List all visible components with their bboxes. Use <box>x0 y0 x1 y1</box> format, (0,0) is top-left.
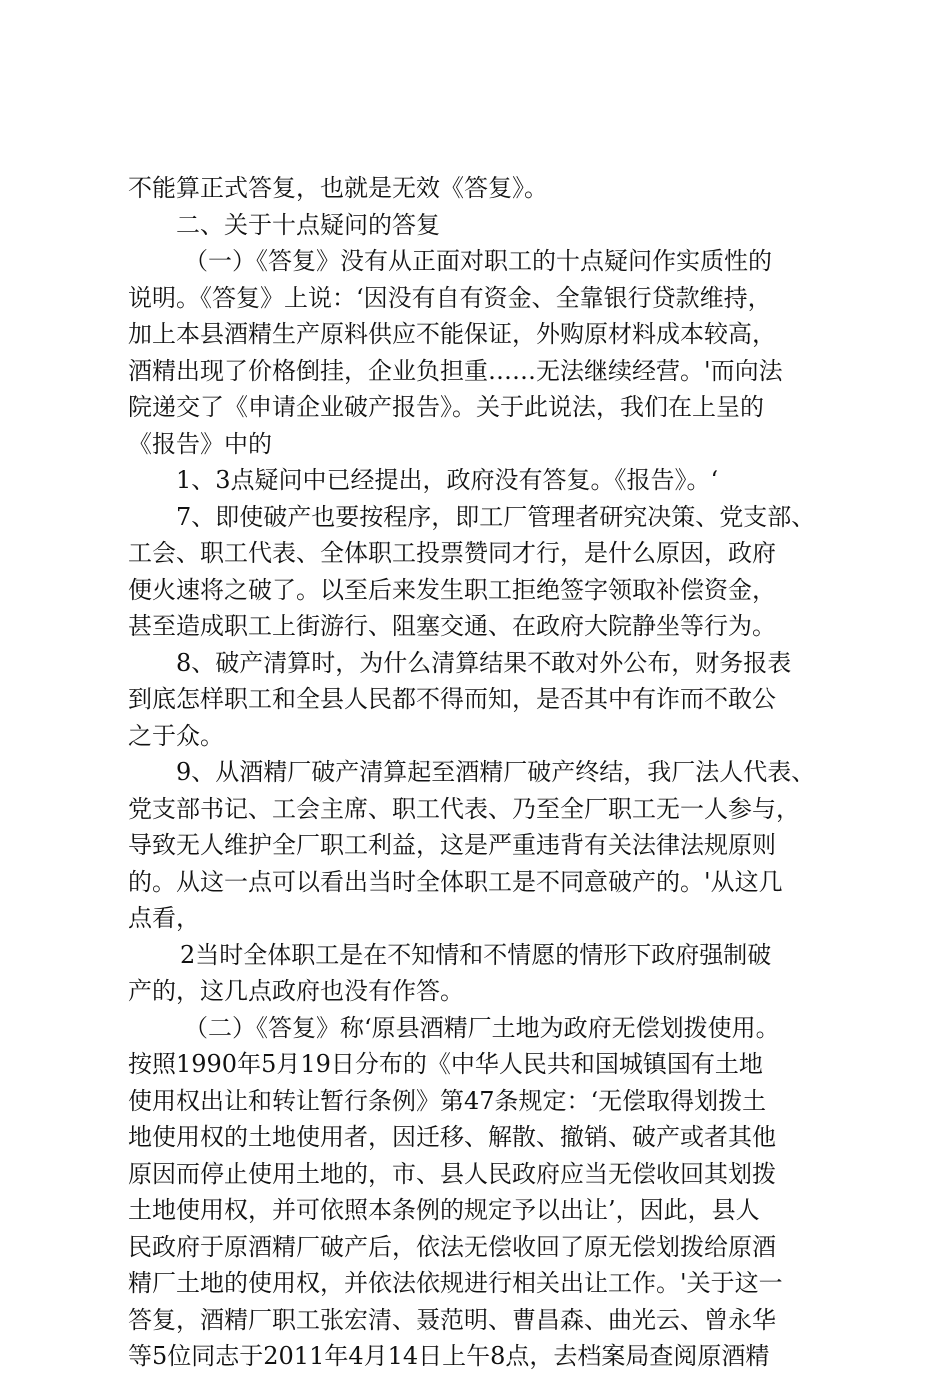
text-line: 的。从这一点可以看出当时全体职工是不同意破产的。'从这几 <box>128 867 783 896</box>
document-body <box>128 170 828 1375</box>
text-line: 点看， <box>128 904 200 932</box>
text-line: （二）《答复》称‘原县酒精厂土地为政府无偿划拨使用。 <box>184 1013 780 1042</box>
text-line: 2当时全体职工是在不知情和不情愿的情形下政府强制破 <box>180 940 772 969</box>
text-line: 到底怎样职工和全县人民都不得而知，是否其中有诈而不敢公 <box>128 685 776 713</box>
text-line: 院递交了《申请企业破产报告》。关于此说法，我们在上呈的 <box>128 393 764 421</box>
text-line: 按照1990年5月19日分布的《中华人民共和国城镇国有土地 <box>128 1050 763 1078</box>
text-line: 答复，酒精厂职工张宏清、聂范明、曹昌森、曲光云、曾永华 <box>128 1305 776 1334</box>
text-line: 精厂土地的使用权，并依法依规进行相关出让工作。'关于这一 <box>128 1269 783 1297</box>
text-line: 民政府于原酒精厂破产后，依法无偿收回了原无偿划拨给原酒 <box>128 1232 776 1261</box>
text-line: 使用权出让和转让暂行条例》第47条规定：‘无偿取得划拨土 <box>128 1086 767 1115</box>
text-line: 地使用权的土地使用者，因迁移、解散、撤销、破产或者其他 <box>128 1123 776 1151</box>
text-line: 《报告》中的 <box>128 429 272 458</box>
text-line: 土地使用权，并可依照本条例的规定予以出让’，因此，县人 <box>128 1196 760 1224</box>
text-line: 导致无人维护全厂职工利益，这是严重违背有关法律法规原则 <box>128 831 776 859</box>
text-line: 党支部书记、工会主席、职工代表、乃至全厂职工无一人参与， <box>128 794 800 823</box>
text-line: 工会、职工代表、全体职工投票赞同才行，是什么原因，政府 <box>128 539 776 567</box>
section-heading: 二、关于十点疑问的答复 <box>176 210 440 239</box>
text-line: （一）《答复》没有从正面对职工的十点疑问作实质性的 <box>184 247 772 275</box>
text-line: 甚至造成职工上街游行、阻塞交通、在政府大院静坐等行为。 <box>128 612 776 640</box>
text-line: 加上本县酒精生产原料供应不能保证，外购原材料成本较高， <box>128 320 776 348</box>
text-line: 产的，这几点政府也没有作答。 <box>128 977 464 1005</box>
text-line: 9、从酒精厂破产清算起至酒精厂破产终结，我厂法人代表、 <box>176 758 816 786</box>
text-line: 不能算正式答复，也就是无效《答复》。 <box>128 174 548 202</box>
text-line: 之于众。 <box>128 721 224 750</box>
text-line: 等5位同志于2011年4月14日上午8点，去档案局查阅原酒精 <box>128 1342 770 1370</box>
text-line: 说明。《答复》上说：‘因没有自有资金、全靠银行贷款维持， <box>128 283 772 312</box>
text-line: 1、3点疑问中已经提出，政府没有答复。《报告》。‘ <box>176 466 719 494</box>
text-line: 酒精出现了价格倒挂，企业负担重……无法继续经营。'而向法 <box>128 356 783 385</box>
text-line: 7、即使破产也要按程序，即工厂管理者研究决策、党支部、 <box>176 502 816 531</box>
text-line: 原因而停止使用土地的，市、县人民政府应当无偿收回其划拨 <box>128 1159 776 1188</box>
text-line: 8、破产清算时，为什么清算结果不敢对外公布，财务报表 <box>176 648 792 677</box>
text-line: 便火速将之破了。以至后来发生职工拒绝签字领取补偿资金， <box>128 575 776 604</box>
